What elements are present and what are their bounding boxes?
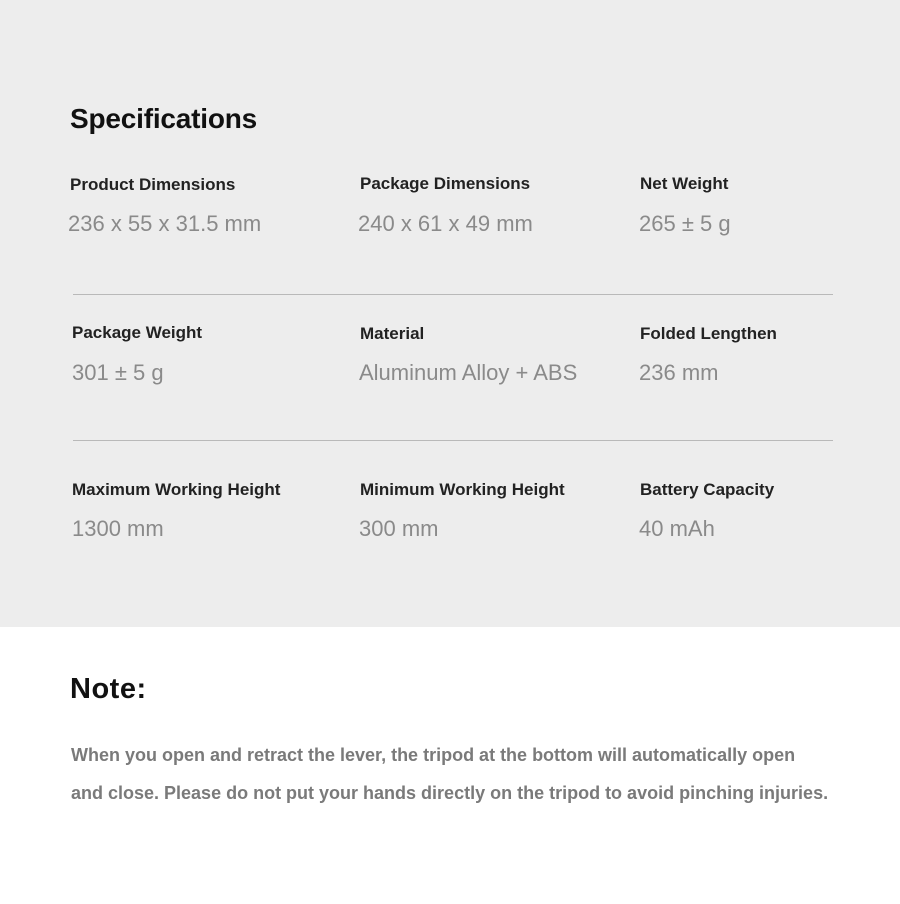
- spec-label-net-weight: Net Weight: [640, 174, 729, 193]
- spec-label-maximum-working-height: Maximum Working Height: [72, 480, 281, 499]
- spec-value-product-dimensions: 236 x 55 x 31.5 mm: [68, 211, 262, 236]
- spec-label-material: Material: [360, 324, 425, 343]
- spec-label-package-dimensions: Package Dimensions: [360, 174, 531, 193]
- spec-label-battery-capacity: Battery Capacity: [640, 480, 775, 499]
- spec-label-product-dimensions: Product Dimensions: [70, 175, 236, 194]
- note-text-line: When you open and retract the lever, the tripod at the bottom will automatically open: [71, 745, 796, 765]
- row-divider: [73, 294, 833, 295]
- spec-value-package-weight: 301 ± 5 g: [72, 360, 164, 385]
- spec-value-package-dimensions: 240 x 61 x 49 mm: [358, 211, 533, 236]
- spec-value-material: Aluminum Alloy + ABS: [359, 360, 578, 385]
- spec-value-net-weight: 265 ± 5 g: [639, 211, 731, 236]
- spec-value-maximum-working-height: 1300 mm: [72, 516, 164, 541]
- row-divider: [73, 440, 833, 441]
- spec-value-folded-lengthen: 236 mm: [639, 360, 719, 385]
- spec-value-battery-capacity: 40 mAh: [639, 516, 715, 541]
- specifications-title: Specifications: [70, 103, 258, 134]
- spec-label-folded-lengthen: Folded Lengthen: [640, 324, 777, 343]
- note-title: Note:: [70, 673, 147, 705]
- spec-value-minimum-working-height: 300 mm: [359, 516, 439, 541]
- spec-label-minimum-working-height: Minimum Working Height: [360, 480, 565, 499]
- note-text-line: and close. Please do not put your hands directly on the tripod to avoid pinching injuries.: [71, 783, 829, 803]
- spec-label-package-weight: Package Weight: [72, 323, 203, 342]
